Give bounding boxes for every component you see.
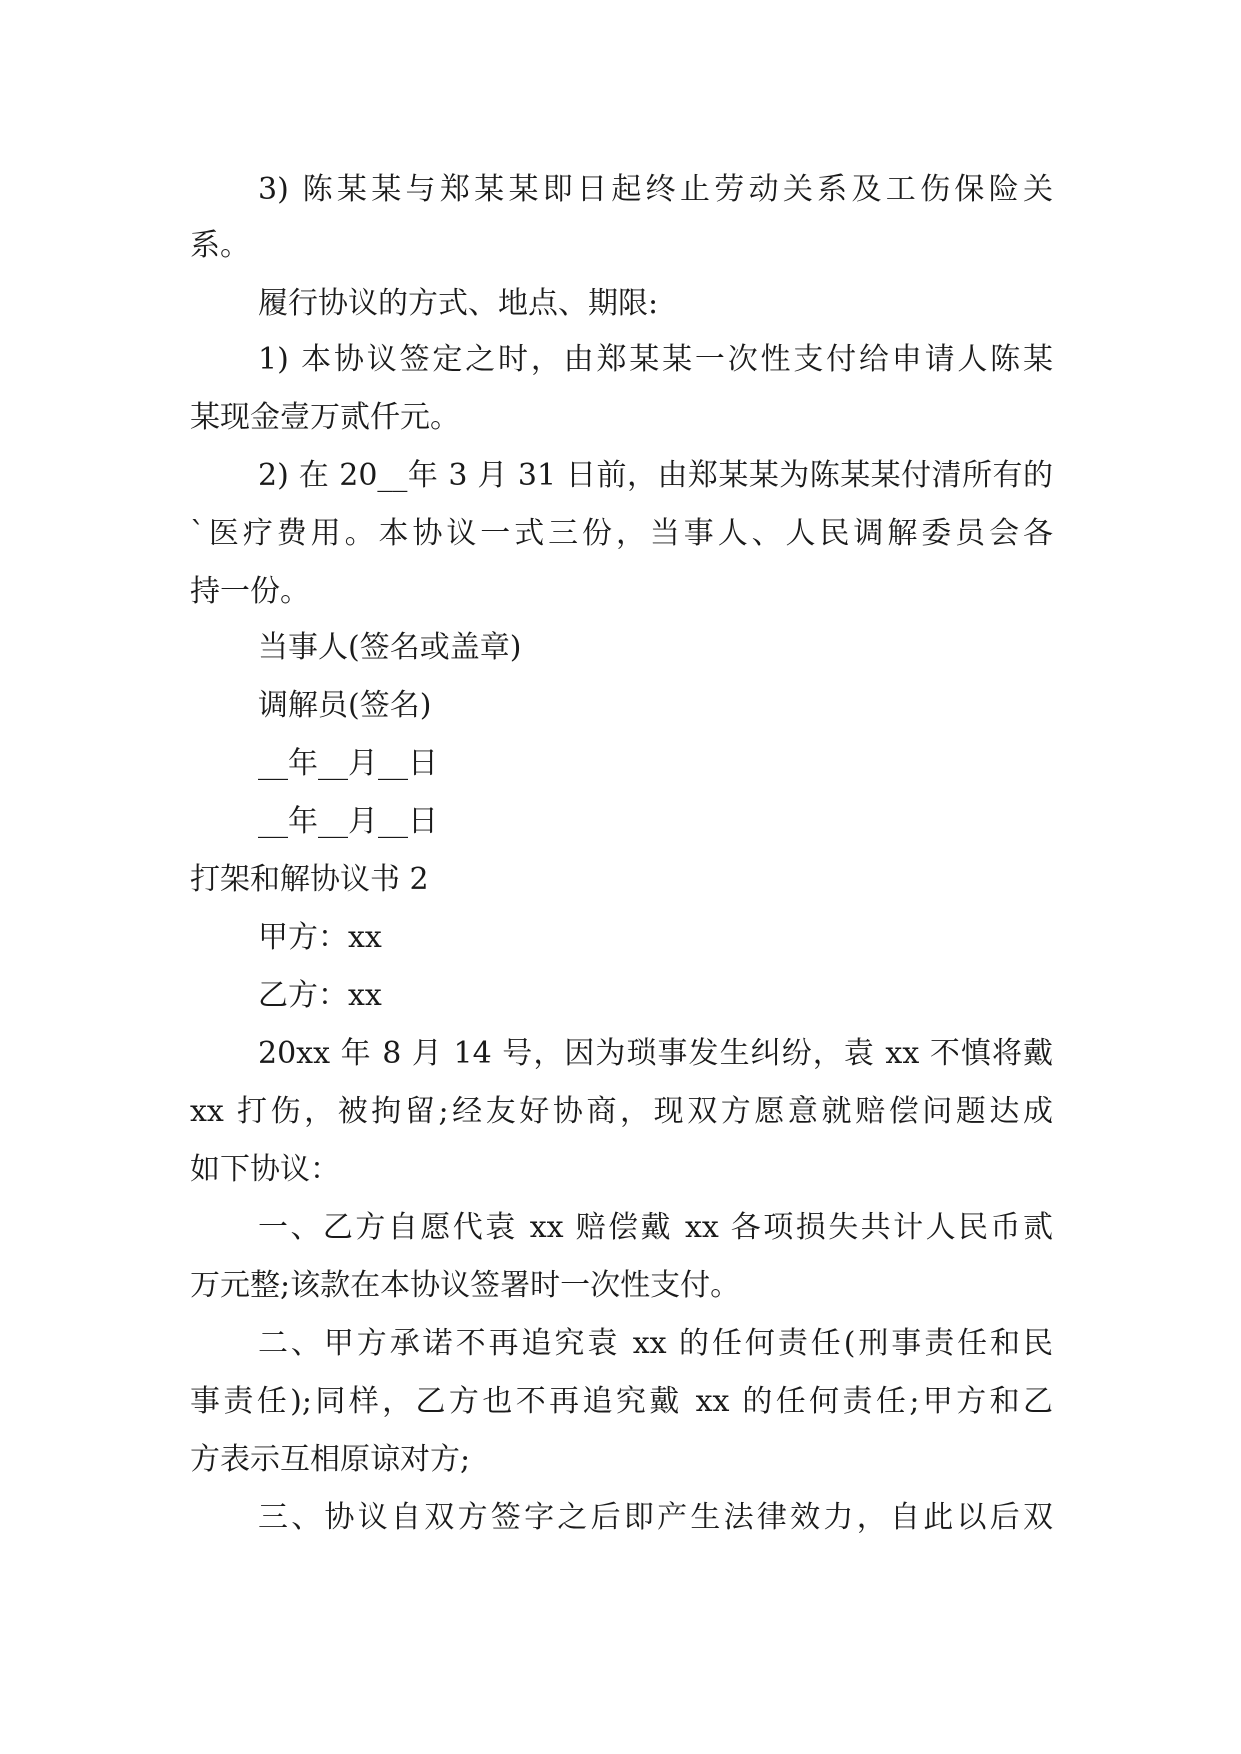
party-line: 甲方：xx xyxy=(258,920,382,955)
paragraph-line: `医疗费用。本协议一式三份，当事人、人民调解委员会各 xyxy=(190,516,1053,551)
paragraph-line: 如下协议： xyxy=(190,1152,340,1187)
paragraph-line: 二、甲方承诺不再追究袁 xx 的任何责任(刑事责任和民 xyxy=(258,1326,1053,1361)
date-line: __年__月__日 xyxy=(258,746,438,781)
paragraph-line: 1) 本协议签定之时，由郑某某一次性支付给申请人陈某 xyxy=(258,342,1053,377)
paragraph-line: 3) 陈某某与郑某某即日起终止劳动关系及工伤保险关 xyxy=(258,172,1053,207)
section-heading: 打架和解协议书 2 xyxy=(190,862,429,897)
paragraph-line: 20xx 年 8 月 14 号，因为琐事发生纠纷，袁 xx 不慎将戴 xyxy=(258,1036,1053,1071)
paragraph-line: 系。 xyxy=(190,228,250,263)
paragraph-line: 三、协议自双方签字之后即产生法律效力，自此以后双 xyxy=(258,1500,1053,1535)
paragraph-line: 一、乙方自愿代袁 xx 赔偿戴 xx 各项损失共计人民币贰 xyxy=(258,1210,1053,1245)
paragraph-line: 持一份。 xyxy=(190,574,310,609)
paragraph-line: 方表示互相原谅对方; xyxy=(190,1442,471,1477)
paragraph-line: 万元整;该款在本协议签署时一次性支付。 xyxy=(190,1268,741,1303)
paragraph-line: 2) 在 20__年 3 月 31 日前，由郑某某为陈某某付清所有的 xyxy=(258,458,1053,493)
paragraph-line: 履行协议的方式、地点、期限: xyxy=(258,286,659,321)
signature-label: 当事人(签名或盖章) xyxy=(258,630,522,665)
party-line: 乙方：xx xyxy=(258,978,382,1013)
date-line: __年__月__日 xyxy=(258,804,438,839)
paragraph-line: 某现金壹万贰仟元。 xyxy=(190,400,460,435)
paragraph-line: xx 打伤，被拘留;经友好协商，现双方愿意就赔偿问题达成 xyxy=(190,1094,1053,1129)
paragraph-line: 事责任);同样，乙方也不再追究戴 xx 的任何责任;甲方和乙 xyxy=(190,1384,1053,1419)
signature-label: 调解员(签名) xyxy=(258,688,432,723)
